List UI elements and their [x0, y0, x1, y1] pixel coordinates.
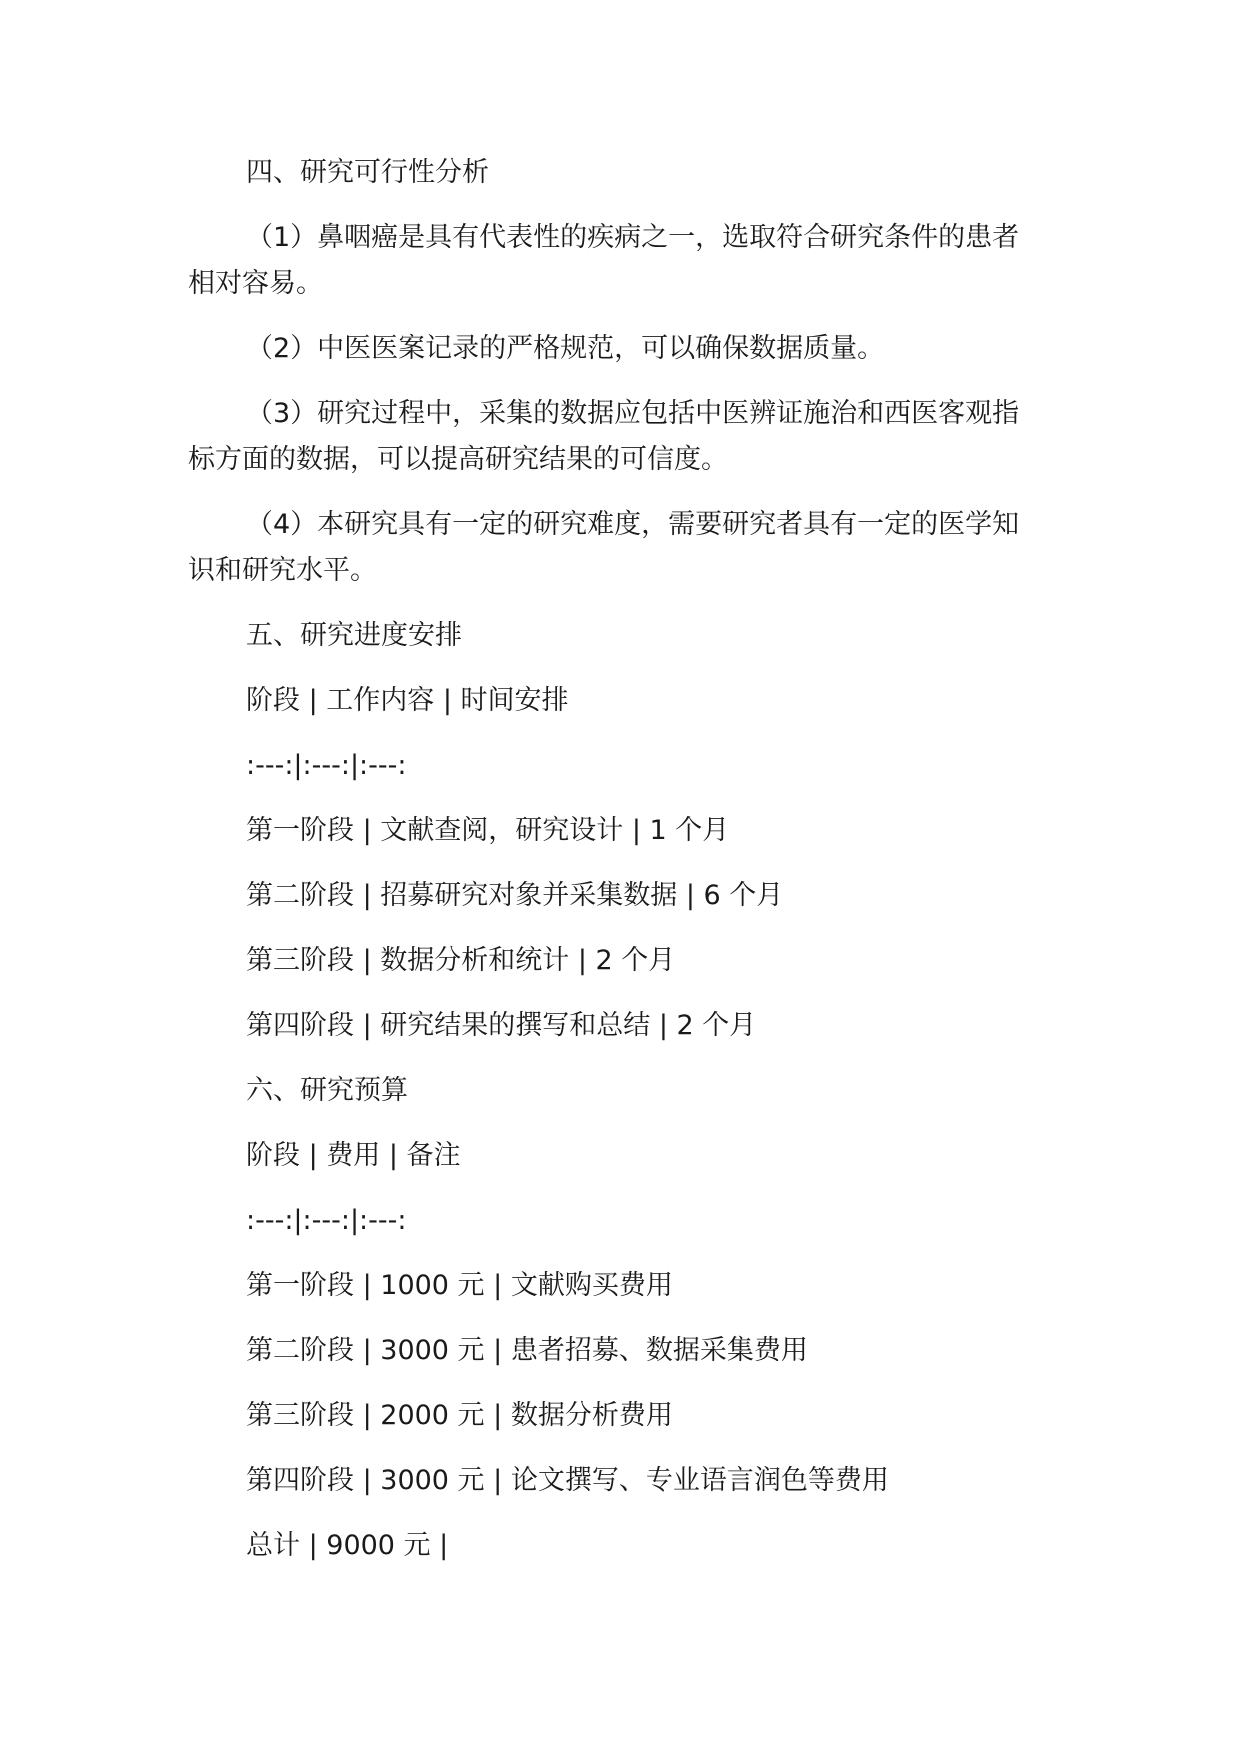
schedule-table-row: 第一阶段 | 文献查阅，研究设计 | 1 个月 [246, 815, 730, 846]
budget-table-row: 第一阶段 | 1000 元 | 文献购买费用 [246, 1270, 673, 1301]
schedule-table-row: 第四阶段 | 研究结果的撰写和总结 | 2 个月 [246, 1010, 757, 1041]
schedule-table-header: 阶段 | 工作内容 | 时间安排 [246, 685, 569, 716]
schedule-table-row: 第二阶段 | 招募研究对象并采集数据 | 6 个月 [246, 880, 784, 911]
schedule-table-separator: :---:|:---:|:---: [246, 750, 407, 781]
section-heading-schedule: 五、研究进度安排 [246, 620, 462, 651]
feasibility-item-1: （1）鼻咽癌是具有代表性的疾病之一，选取符合研究条件的患者相对容易。 [188, 222, 1020, 299]
section-heading-budget: 六、研究预算 [246, 1075, 408, 1106]
section-heading-feasibility: 四、研究可行性分析 [246, 157, 489, 188]
budget-table-separator: :---:|:---:|:---: [246, 1205, 407, 1236]
feasibility-item-2: （2）中医医案记录的严格规范，可以确保数据质量。 [246, 333, 885, 364]
budget-table-row: 第四阶段 | 3000 元 | 论文撰写、专业语言润色等费用 [246, 1465, 889, 1496]
budget-table-total: 总计 | 9000 元 | [246, 1530, 449, 1561]
budget-table-header: 阶段 | 费用 | 备注 [246, 1140, 461, 1171]
document-body [188, 150, 1038, 1569]
budget-table-row: 第三阶段 | 2000 元 | 数据分析费用 [246, 1400, 673, 1431]
schedule-table-row: 第三阶段 | 数据分析和统计 | 2 个月 [246, 945, 676, 976]
budget-table-row: 第二阶段 | 3000 元 | 患者招募、数据采集费用 [246, 1335, 808, 1366]
feasibility-item-3: （3）研究过程中，采集的数据应包括中医辨证施治和西医客观指标方面的数据，可以提高研究结果的可信度。 [188, 398, 1020, 475]
feasibility-item-4: （4）本研究具有一定的研究难度，需要研究者具有一定的医学知识和研究水平。 [188, 509, 1020, 586]
